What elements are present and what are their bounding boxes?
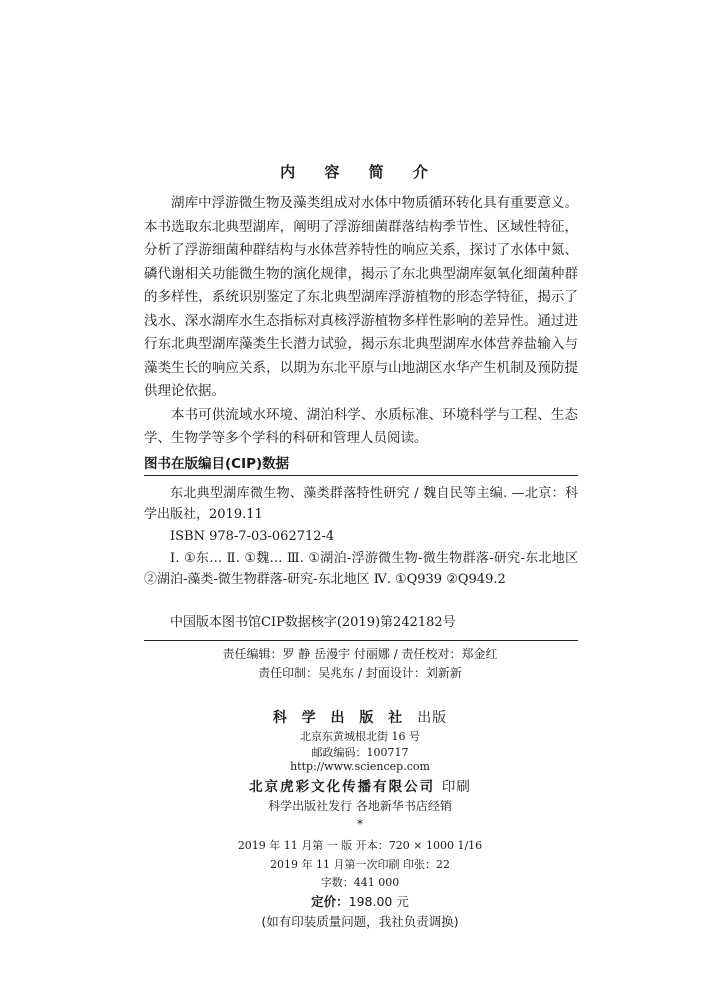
publisher-address: 北京东黄城根北街 16 号 — [300, 730, 420, 743]
price-value: 198.00 元 — [348, 894, 409, 909]
printer-name — [0, 775, 720, 795]
separator-star: * — [357, 817, 363, 831]
publisher-postcode: 邮政编码：100717 — [311, 746, 409, 759]
price-line — [0, 892, 720, 910]
publisher-name — [0, 707, 720, 727]
editor-credits: 责任编辑：罗 静 岳漫宇 付丽娜 / 责任校对：郑金红 — [222, 647, 498, 661]
publisher-website: http://www.sciencep.com — [290, 760, 430, 773]
printer-name-suffix: 印刷 — [441, 779, 471, 795]
cip-number: 中国版本图书馆CIP数据核字(2019)第242182号 — [170, 615, 456, 630]
cip-title-text: 东北典型湖库微生物、藻类群落特性研究 / 魏自民等主编. —北京：科学出版社，2019.11 — [144, 486, 578, 522]
quality-note: (如有印装质量问题，我社负责调换) — [261, 914, 459, 929]
cip-classification — [144, 548, 578, 590]
divider-top — [144, 475, 578, 476]
introduction — [144, 192, 578, 451]
print-line: 2019 年 11 月第一次印刷 印张：22 — [270, 858, 450, 871]
intro-paragraph-1: 湖库中浮游微生物及藻类组成对水体中物质循环转化具有重要意义。本书选取东北典型湖库，阐明了浮游细菌群落结构季节性、区域性特征，分析了浮游细菌种群结构与水体营养特性的响应关系，探讨了水体中氮、磷代谢相关功能微生物的演化规律，揭示了东北典型湖库氨氧化细菌种群的多样性，系统识别鉴定了东北典型湖库浮游植物的形态学特征，揭示了浅水、深水湖库水生态指标对真核浮游植物多样性影响的差异性。通过进行东北典型湖库藻类生长潜力试验，揭示东北典型湖库水体营养盐输入与藻类生长的响应关系，以期为东北平原与山地湖区水华产生机制及预防提供理论依据。 — [144, 195, 578, 399]
price-label: 定价： — [311, 894, 349, 909]
intro-paragraph-2: 本书可供流域水环境、湖泊科学、水质标准、环境科学与工程、生态学、生物学等多个学科的科研和管理人员阅读。 — [144, 406, 578, 446]
edition-line: 2019 年 11 月第 一 版 开本：720 × 1000 1/16 — [237, 839, 483, 852]
divider-bottom — [144, 640, 578, 641]
cip-isbn: ISBN 978-7-03-062712-4 — [170, 529, 335, 544]
publisher-name-suffix: 出版 — [417, 710, 448, 726]
cip-heading: 图书在版编目(CIP)数据 — [144, 456, 290, 472]
print-design-credits: 责任印制：吴兆东 / 封面设计：刘新新 — [258, 666, 462, 680]
cip-classification-text: Ⅰ. ①东… Ⅱ. ①魏… Ⅲ. ①湖泊-浮游微生物-微生物群落-研究-东北地区 ②湖泊-藻类-微生物群落-研究-东北地区 Ⅳ. ①Q939 ②Q949.2 — [144, 551, 578, 587]
distribution-line: 科学出版社发行 各地新华书店经销 — [268, 799, 452, 813]
publisher-name-text: 科 学 出 版 社 — [272, 710, 408, 726]
cip-title-line — [144, 483, 578, 525]
word-count: 字数：441 000 — [320, 876, 400, 889]
printer-name-text: 北京虎彩文化传播有限公司 — [249, 779, 436, 795]
section-title: 内 容 简 介 — [280, 163, 440, 181]
